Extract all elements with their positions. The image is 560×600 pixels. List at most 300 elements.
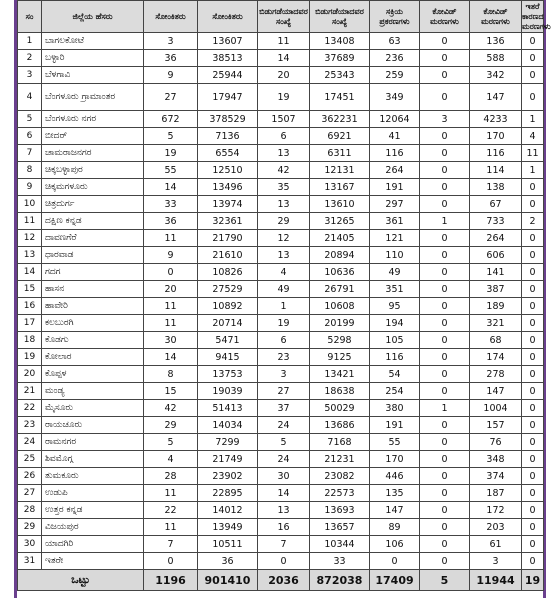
row-value-c3: 27 xyxy=(258,383,310,400)
row-value-c1: 55 xyxy=(144,162,198,179)
row-value-c5: 106 xyxy=(370,536,420,553)
table-row xyxy=(18,111,544,128)
row-value-c3: 24 xyxy=(258,417,310,434)
row-value-c7: 1004 xyxy=(470,400,522,417)
row-value-c4: 20199 xyxy=(310,315,370,332)
row-value-c4: 362231 xyxy=(310,111,370,128)
row-value-c4: 13657 xyxy=(310,519,370,536)
row-value-c3: 16 xyxy=(258,519,310,536)
row-value-c4: 10344 xyxy=(310,536,370,553)
row-value-c4: 10608 xyxy=(310,298,370,315)
row-value-c6: 0 xyxy=(420,536,470,553)
row-value-c7: 68 xyxy=(470,332,522,349)
row-value-c8: 0 xyxy=(522,298,544,315)
row-value-c3: 12 xyxy=(258,230,310,247)
row-value-c1: 14 xyxy=(144,179,198,196)
row-value-c8: 0 xyxy=(522,281,544,298)
table-row xyxy=(18,315,544,332)
total-value-c5: 17409 xyxy=(370,570,420,591)
row-value-c6: 0 xyxy=(420,451,470,468)
table-row xyxy=(18,179,544,196)
row-value-c4: 23082 xyxy=(310,468,370,485)
row-value-c3: 20 xyxy=(258,67,310,84)
row-value-c3: 42 xyxy=(258,162,310,179)
row-serial: 27 xyxy=(18,485,42,502)
row-value-c8: 0 xyxy=(522,332,544,349)
row-serial: 13 xyxy=(18,247,42,264)
row-district-name: ಧಾರವಾಡ xyxy=(42,247,144,264)
row-value-c1: 36 xyxy=(144,213,198,230)
row-value-c2: 25944 xyxy=(198,67,258,84)
row-value-c7: 147 xyxy=(470,383,522,400)
table-row xyxy=(18,50,544,67)
row-value-c2: 10892 xyxy=(198,298,258,315)
row-value-c8: 4 xyxy=(522,128,544,145)
row-value-c4: 17451 xyxy=(310,84,370,111)
row-district-name: ಹಾವೇರಿ xyxy=(42,298,144,315)
total-value-c7: 11944 xyxy=(470,570,522,591)
row-value-c5: 194 xyxy=(370,315,420,332)
table-row xyxy=(18,383,544,400)
row-district-name: ಚಿಕ್ಕಮಗಳೂರು xyxy=(42,179,144,196)
row-value-c5: 55 xyxy=(370,434,420,451)
row-value-c5: 121 xyxy=(370,230,420,247)
row-value-c3: 13 xyxy=(258,502,310,519)
row-value-c2: 20714 xyxy=(198,315,258,332)
row-serial: 26 xyxy=(18,468,42,485)
row-value-c5: 170 xyxy=(370,451,420,468)
row-district-name: ಮೈಸೂರು xyxy=(42,400,144,417)
row-value-c8: 0 xyxy=(522,468,544,485)
row-district-name: ಬೆಳಗಾವಿ xyxy=(42,67,144,84)
row-value-c4: 37689 xyxy=(310,50,370,67)
row-value-c3: 13 xyxy=(258,247,310,264)
row-value-c1: 11 xyxy=(144,230,198,247)
row-serial: 1 xyxy=(18,33,42,50)
row-district-name: ತುಮಕೂರು xyxy=(42,468,144,485)
row-value-c4: 26791 xyxy=(310,281,370,298)
row-value-c1: 5 xyxy=(144,128,198,145)
row-value-c8: 0 xyxy=(522,179,544,196)
row-value-c6: 0 xyxy=(420,366,470,383)
row-serial: 17 xyxy=(18,315,42,332)
row-value-c4: 6921 xyxy=(310,128,370,145)
row-value-c3: 1 xyxy=(258,298,310,315)
row-district-name: ಬಳ್ಳಾರಿ xyxy=(42,50,144,67)
row-value-c3: 19 xyxy=(258,84,310,111)
row-value-c8: 0 xyxy=(522,502,544,519)
table-row xyxy=(18,213,544,230)
row-serial: 8 xyxy=(18,162,42,179)
row-value-c7: 61 xyxy=(470,536,522,553)
row-serial: 14 xyxy=(18,264,42,281)
row-district-name: ರಾಮನಗರ xyxy=(42,434,144,451)
row-serial: 11 xyxy=(18,213,42,230)
total-value-c8: 19 xyxy=(522,570,544,591)
row-district-name: ಕಲಬುರಗಿ xyxy=(42,315,144,332)
row-value-c3: 1507 xyxy=(258,111,310,128)
row-serial: 3 xyxy=(18,67,42,84)
row-value-c1: 11 xyxy=(144,315,198,332)
row-value-c7: 157 xyxy=(470,417,522,434)
row-value-c1: 15 xyxy=(144,383,198,400)
row-value-c2: 13949 xyxy=(198,519,258,536)
row-value-c7: 76 xyxy=(470,434,522,451)
table-row xyxy=(18,281,544,298)
row-value-c5: 259 xyxy=(370,67,420,84)
row-serial: 29 xyxy=(18,519,42,536)
row-serial: 15 xyxy=(18,281,42,298)
row-value-c3: 29 xyxy=(258,213,310,230)
row-value-c8: 0 xyxy=(522,553,544,570)
row-value-c5: 236 xyxy=(370,50,420,67)
row-value-c8: 0 xyxy=(522,485,544,502)
header-total-discharged: ಬಿಡುಗಡೆಯಾದವರ ಸಂಖ್ಯೆ xyxy=(310,1,370,33)
row-value-c5: 12064 xyxy=(370,111,420,128)
row-value-c2: 32361 xyxy=(198,213,258,230)
row-serial: 23 xyxy=(18,417,42,434)
row-value-c7: 116 xyxy=(470,145,522,162)
row-serial: 20 xyxy=(18,366,42,383)
row-value-c7: 348 xyxy=(470,451,522,468)
header-total-deaths: ಕೋವಿಡ್ ಮರಣಗಳು xyxy=(470,1,522,33)
row-value-c2: 7136 xyxy=(198,128,258,145)
row-value-c6: 0 xyxy=(420,145,470,162)
row-value-c8: 0 xyxy=(522,33,544,50)
row-value-c5: 54 xyxy=(370,366,420,383)
row-value-c3: 7 xyxy=(258,536,310,553)
row-value-c7: 588 xyxy=(470,50,522,67)
row-serial: 9 xyxy=(18,179,42,196)
row-value-c7: 147 xyxy=(470,84,522,111)
row-value-c4: 20894 xyxy=(310,247,370,264)
row-value-c8: 0 xyxy=(522,536,544,553)
row-value-c1: 0 xyxy=(144,553,198,570)
row-district-name: ಬೀದರ್ xyxy=(42,128,144,145)
row-value-c6: 0 xyxy=(420,485,470,502)
row-district-name: ರಾಯಚೂರು xyxy=(42,417,144,434)
row-serial: 19 xyxy=(18,349,42,366)
header-new-discharged: ಬಿಡುಗಡೆಯಾದವರ ಸಂಖ್ಯೆ xyxy=(258,1,310,33)
total-label: ಒಟ್ಟು xyxy=(18,570,144,591)
row-value-c1: 11 xyxy=(144,519,198,536)
row-value-c2: 10826 xyxy=(198,264,258,281)
row-value-c8: 0 xyxy=(522,247,544,264)
district-covid-table xyxy=(17,0,551,591)
row-value-c3: 13 xyxy=(258,145,310,162)
row-value-c8: 0 xyxy=(522,400,544,417)
row-district-name: ಗದಗ xyxy=(42,264,144,281)
row-value-c3: 13 xyxy=(258,196,310,213)
table-row xyxy=(18,468,544,485)
row-value-c2: 19039 xyxy=(198,383,258,400)
row-value-c6: 0 xyxy=(420,179,470,196)
row-value-c4: 13610 xyxy=(310,196,370,213)
row-value-c6: 0 xyxy=(420,349,470,366)
row-value-c5: 380 xyxy=(370,400,420,417)
row-value-c5: 135 xyxy=(370,485,420,502)
row-value-c1: 28 xyxy=(144,468,198,485)
row-serial: 28 xyxy=(18,502,42,519)
table-row xyxy=(18,536,544,553)
row-value-c8: 1 xyxy=(522,162,544,179)
row-value-c6: 0 xyxy=(420,383,470,400)
row-value-c7: 342 xyxy=(470,67,522,84)
table-row xyxy=(18,145,544,162)
row-district-name: ಯಾದಗಿರಿ xyxy=(42,536,144,553)
total-value-c6: 5 xyxy=(420,570,470,591)
table-row xyxy=(18,332,544,349)
row-value-c4: 13686 xyxy=(310,417,370,434)
row-value-c8: 1 xyxy=(522,111,544,128)
row-value-c4: 9125 xyxy=(310,349,370,366)
row-value-c4: 21405 xyxy=(310,230,370,247)
row-value-c3: 6 xyxy=(258,128,310,145)
row-value-c2: 36 xyxy=(198,553,258,570)
row-value-c2: 22895 xyxy=(198,485,258,502)
row-value-c1: 27 xyxy=(144,84,198,111)
row-value-c5: 63 xyxy=(370,33,420,50)
row-value-c1: 4 xyxy=(144,451,198,468)
row-value-c5: 297 xyxy=(370,196,420,213)
row-value-c3: 19 xyxy=(258,315,310,332)
row-value-c7: 172 xyxy=(470,502,522,519)
row-value-c6: 1 xyxy=(420,213,470,230)
table-row xyxy=(18,451,544,468)
row-value-c7: 141 xyxy=(470,264,522,281)
table-row xyxy=(18,128,544,145)
total-value-c1: 1196 xyxy=(144,570,198,591)
row-value-c7: 114 xyxy=(470,162,522,179)
table-row xyxy=(18,485,544,502)
row-value-c4: 22573 xyxy=(310,485,370,502)
row-value-c3: 4 xyxy=(258,264,310,281)
row-value-c5: 351 xyxy=(370,281,420,298)
row-district-name: ವಿಜಯಪುರ xyxy=(42,519,144,536)
row-value-c2: 13496 xyxy=(198,179,258,196)
row-value-c7: 189 xyxy=(470,298,522,315)
row-value-c1: 22 xyxy=(144,502,198,519)
row-value-c8: 0 xyxy=(522,383,544,400)
table-row xyxy=(18,196,544,213)
row-value-c8: 0 xyxy=(522,451,544,468)
row-value-c5: 147 xyxy=(370,502,420,519)
table-row xyxy=(18,230,544,247)
row-value-c6: 0 xyxy=(420,33,470,50)
row-value-c5: 361 xyxy=(370,213,420,230)
row-value-c1: 20 xyxy=(144,281,198,298)
row-value-c5: 116 xyxy=(370,145,420,162)
row-district-name: ಚಾಮರಾಜನಗರ xyxy=(42,145,144,162)
row-value-c2: 21610 xyxy=(198,247,258,264)
row-value-c3: 24 xyxy=(258,451,310,468)
row-value-c7: 138 xyxy=(470,179,522,196)
row-value-c6: 0 xyxy=(420,281,470,298)
header-row xyxy=(18,1,544,33)
row-value-c3: 14 xyxy=(258,50,310,67)
row-value-c3: 14 xyxy=(258,485,310,502)
row-serial: 16 xyxy=(18,298,42,315)
row-value-c5: 349 xyxy=(370,84,420,111)
row-value-c5: 41 xyxy=(370,128,420,145)
row-value-c7: 67 xyxy=(470,196,522,213)
row-district-name: ಚಿತ್ರದುರ್ಗ xyxy=(42,196,144,213)
row-value-c4: 13693 xyxy=(310,502,370,519)
row-value-c8: 0 xyxy=(522,196,544,213)
header-district: ಜಿಲ್ಲೆಯ ಹೆಸರು xyxy=(42,1,144,33)
row-value-c5: 89 xyxy=(370,519,420,536)
row-value-c1: 9 xyxy=(144,67,198,84)
row-value-c1: 5 xyxy=(144,434,198,451)
row-district-name: ದಕ್ಷಿಣ ಕನ್ನಡ xyxy=(42,213,144,230)
row-value-c6: 0 xyxy=(420,468,470,485)
row-value-c6: 0 xyxy=(420,196,470,213)
row-serial: 22 xyxy=(18,400,42,417)
row-serial: 4 xyxy=(18,84,42,111)
row-district-name: ಇತರೇ xyxy=(42,553,144,570)
row-value-c6: 0 xyxy=(420,247,470,264)
header-new-deaths: ಕೋವಿಡ್ ಮರಣಗಳು xyxy=(420,1,470,33)
table-row xyxy=(18,84,544,111)
row-value-c1: 42 xyxy=(144,400,198,417)
row-value-c1: 30 xyxy=(144,332,198,349)
table-row xyxy=(18,519,544,536)
row-value-c7: 170 xyxy=(470,128,522,145)
row-value-c2: 13607 xyxy=(198,33,258,50)
row-value-c4: 13408 xyxy=(310,33,370,50)
row-value-c6: 0 xyxy=(420,128,470,145)
row-value-c8: 0 xyxy=(522,366,544,383)
table-row xyxy=(18,264,544,281)
row-value-c3: 35 xyxy=(258,179,310,196)
table-row xyxy=(18,33,544,50)
row-district-name: ಉಡುಪಿ xyxy=(42,485,144,502)
row-value-c4: 21231 xyxy=(310,451,370,468)
row-value-c6: 0 xyxy=(420,67,470,84)
row-value-c2: 9415 xyxy=(198,349,258,366)
row-value-c4: 13421 xyxy=(310,366,370,383)
row-value-c8: 0 xyxy=(522,84,544,111)
row-district-name: ಚಿಕ್ಕಬಳ್ಳಾಪುರ xyxy=(42,162,144,179)
row-value-c7: 278 xyxy=(470,366,522,383)
row-value-c5: 0 xyxy=(370,553,420,570)
row-value-c2: 13974 xyxy=(198,196,258,213)
header-other-deaths: ಇತರೆ ಕಾರಣದ ಮರಣಗಳು xyxy=(522,1,551,31)
row-serial: 31 xyxy=(18,553,42,570)
row-district-name: ಶಿವಮೊಗ್ಗ xyxy=(42,451,144,468)
row-value-c7: 374 xyxy=(470,468,522,485)
row-value-c2: 5471 xyxy=(198,332,258,349)
row-value-c5: 95 xyxy=(370,298,420,315)
row-district-name: ಕೊಪ್ಪಳ xyxy=(42,366,144,383)
row-value-c7: 187 xyxy=(470,485,522,502)
row-serial: 2 xyxy=(18,50,42,67)
row-value-c8: 0 xyxy=(522,315,544,332)
row-value-c1: 36 xyxy=(144,50,198,67)
row-value-c5: 49 xyxy=(370,264,420,281)
row-value-c7: 264 xyxy=(470,230,522,247)
row-value-c1: 8 xyxy=(144,366,198,383)
row-value-c5: 264 xyxy=(370,162,420,179)
row-value-c2: 27529 xyxy=(198,281,258,298)
row-value-c4: 6311 xyxy=(310,145,370,162)
row-value-c2: 13753 xyxy=(198,366,258,383)
row-value-c2: 378529 xyxy=(198,111,258,128)
row-value-c4: 33 xyxy=(310,553,370,570)
row-value-c4: 5298 xyxy=(310,332,370,349)
table-row xyxy=(18,553,544,570)
row-value-c6: 0 xyxy=(420,50,470,67)
row-value-c8: 11 xyxy=(522,145,544,162)
row-value-c8: 0 xyxy=(522,349,544,366)
row-value-c5: 254 xyxy=(370,383,420,400)
row-value-c2: 23902 xyxy=(198,468,258,485)
row-value-c6: 3 xyxy=(420,111,470,128)
row-value-c2: 51413 xyxy=(198,400,258,417)
row-value-c6: 0 xyxy=(420,417,470,434)
row-value-c4: 12131 xyxy=(310,162,370,179)
report-frame xyxy=(14,0,551,598)
row-value-c5: 191 xyxy=(370,179,420,196)
row-value-c8: 0 xyxy=(522,264,544,281)
row-value-c5: 116 xyxy=(370,349,420,366)
header-sl: ಸಂ xyxy=(18,1,42,33)
row-district-name: ಉತ್ತರ ಕನ್ನಡ xyxy=(42,502,144,519)
row-district-name: ಬಾಗಲಕೋಟೆ xyxy=(42,33,144,50)
row-value-c6: 0 xyxy=(420,230,470,247)
row-value-c1: 0 xyxy=(144,264,198,281)
row-serial: 24 xyxy=(18,434,42,451)
table-body xyxy=(18,33,544,591)
table-row xyxy=(18,434,544,451)
row-value-c8: 0 xyxy=(522,417,544,434)
table-row xyxy=(18,298,544,315)
row-value-c3: 30 xyxy=(258,468,310,485)
row-value-c2: 7299 xyxy=(198,434,258,451)
row-value-c1: 7 xyxy=(144,536,198,553)
row-value-c6: 0 xyxy=(420,519,470,536)
table-row xyxy=(18,400,544,417)
row-value-c4: 13167 xyxy=(310,179,370,196)
row-value-c2: 14012 xyxy=(198,502,258,519)
row-value-c3: 6 xyxy=(258,332,310,349)
row-serial: 25 xyxy=(18,451,42,468)
row-serial: 6 xyxy=(18,128,42,145)
row-value-c8: 2 xyxy=(522,213,544,230)
row-value-c6: 0 xyxy=(420,84,470,111)
row-district-name: ಹಾಸನ xyxy=(42,281,144,298)
row-serial: 10 xyxy=(18,196,42,213)
row-serial: 12 xyxy=(18,230,42,247)
row-value-c4: 10636 xyxy=(310,264,370,281)
row-value-c7: 606 xyxy=(470,247,522,264)
total-value-c4: 872038 xyxy=(310,570,370,591)
row-value-c3: 37 xyxy=(258,400,310,417)
row-value-c1: 19 xyxy=(144,145,198,162)
row-value-c6: 0 xyxy=(420,502,470,519)
row-value-c7: 733 xyxy=(470,213,522,230)
row-value-c3: 5 xyxy=(258,434,310,451)
row-value-c4: 7168 xyxy=(310,434,370,451)
row-value-c6: 0 xyxy=(420,162,470,179)
row-value-c1: 29 xyxy=(144,417,198,434)
row-value-c6: 1 xyxy=(420,400,470,417)
row-value-c2: 6554 xyxy=(198,145,258,162)
row-serial: 7 xyxy=(18,145,42,162)
row-serial: 21 xyxy=(18,383,42,400)
row-value-c3: 23 xyxy=(258,349,310,366)
row-value-c7: 3 xyxy=(470,553,522,570)
